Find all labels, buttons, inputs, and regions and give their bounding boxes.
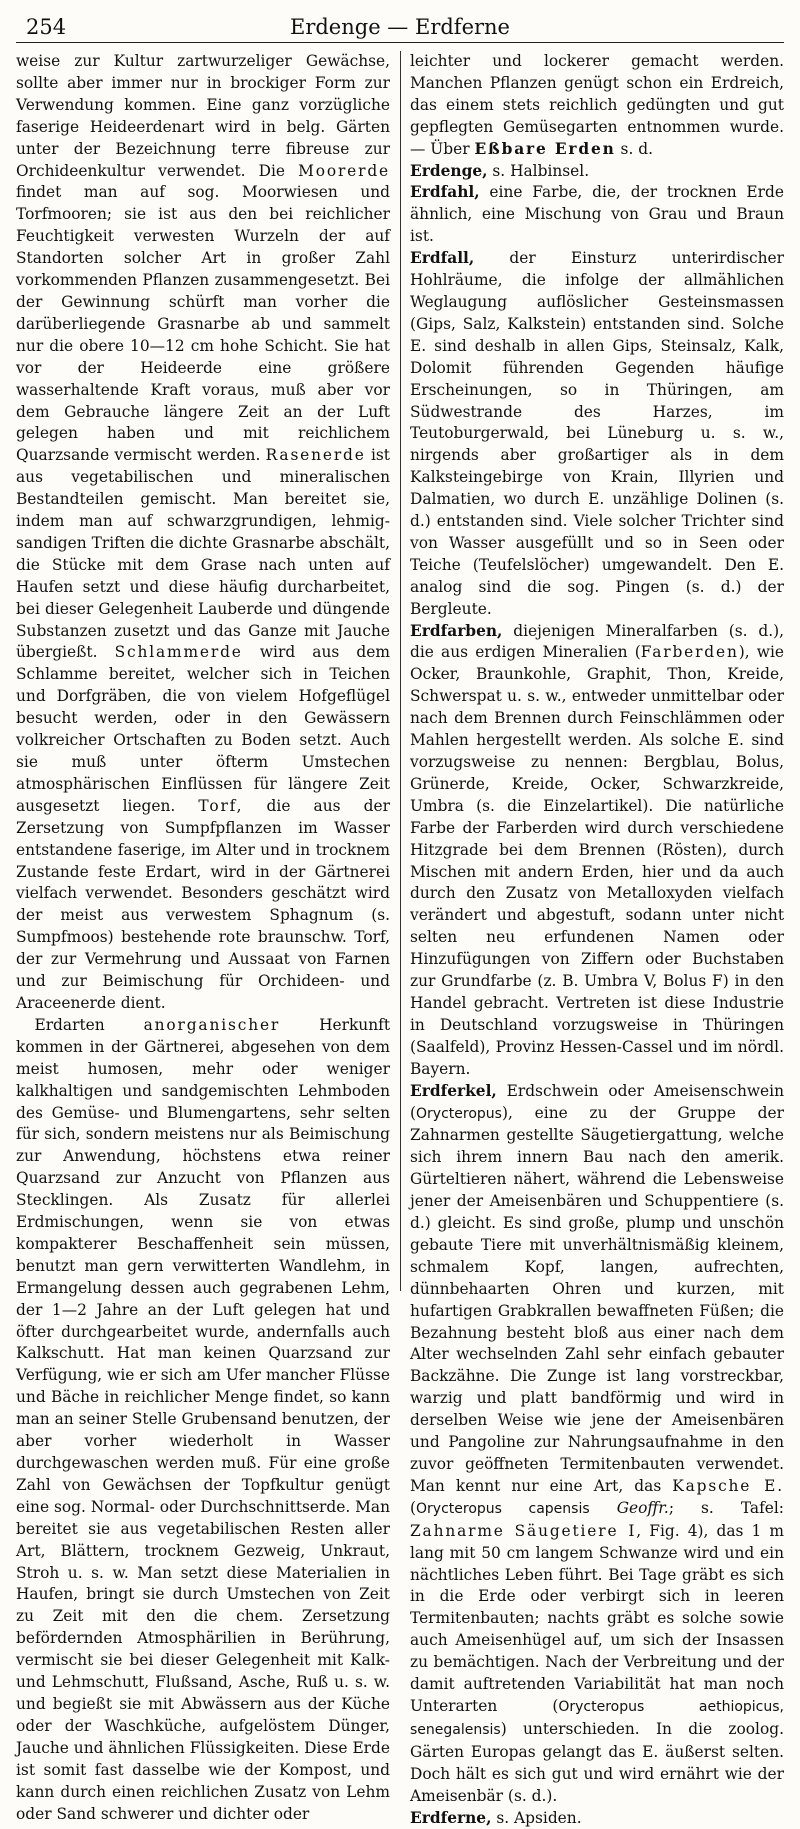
term-torf: Torf, (198, 797, 243, 815)
paragraph-continuation: leichter und lockerer gemacht werden. Manchen Pflanzen genügt schon ein Erdreich, das einem stets reichlich gedüngten und gut gepflegten Gemüsegarten entnommen wurde. — Über Eßbare Erden s. d. (410, 51, 784, 161)
entry-erdfall: Erdfall, der Einsturz unterirdischer Hohlräume, die infolge der allmählichen Weglaugung auflöslicher Gesteinsmassen (Gips, Salz, Kalkstein) entstanden sind. Solche E. sind deshalb in allen Gips, Steinsalz, Kalk, Dolomit führenden Gegenden häufige Erscheinungen, so in Thüringen, am Südwestrande des Harzes, im Teutoburgerwald, bei Lüneburg u. s. w., nirgends aber großartiger als in dem Kalksteingebirge von Krain, Illyrien und Dalmatien, wo durch E. unzählige Dolinen (s. d.) entstanden sind. Viele solcher Trichter sind von Wasser ausgefüllt und so in Seen oder Teiche (Teufelslöcher) umgewandelt. Den E. analog sind die sog. Pingen (s. d.) der Bergleute. (410, 248, 784, 620)
headword-erdferne: Erdferne, (410, 1809, 491, 1827)
paragraph-organic-earths: weise zur Kultur zartwurzeliger Gewächse, sollte aber immer nur in brockiger Form zur Verwendung kommen. Eine ganz vorzügliche faserige Heideerdenart wird in belg. Gärten unter der Bezeichnung terre fibreuse zur Orchideenkultur verwendet. Die Moorerde findet man auf sog. Moorwiesen und Torfmooren; sie ist aus den bei reichlicher Feuchtigkeit verwesten Wurzeln der auf Standorten solcher Art in großer Zahl vorkommenden Pflanzen zusammengesetzt. Bei der Gewinnung schürft man vorher die darüberliegende Grasnarbe ab und sammelt nur die obere 10—12 cm hohe Schicht. Sie hat vor der Heideerde eine größere wasserhaltende Kraft voraus, muß aber vor dem Gebrauche längere Zeit an der Luft gelegen haben und mit reichlichem Quarzsande vermischt werden. Rasenerde ist aus vegetabilischen und mineralischen Bestandteilen gemischt. Man bereitet sie, indem man auf schwarzgrundigen, lehmig-sandigen Triften die dichte Grasnarbe abschält, die Stücke mit dem Grase nach unten auf Haufen setzt und diese häufig durcharbeitet, bei dieser Gelegenheit Lauberde und düngende Substanzen zusetzt und das Ganze mit Jauche übergießt. Schlammerde wird aus dem Schlamme bereitet, welcher sich in Teichen und Dorfgräben, die von vielem Hofgeflügel besucht werden, oder in den Gewässern volkreicher Ortschaften zu Boden setzt. Auch sie muß unter öfterm Umstechen atmosphärischen Einflüssen für längere Zeit ausgesetzt liegen. Torf, die aus der Zersetzung von Sumpfpflanzen im Wasser entstandene faserige, im Alter und in trocknem Zustande feste Erdart, wird in der Gärtnerei vielfach verwendet. Besonders geschätzt wird der meist aus verwestem Sphagnum (s. Sumpfmoos) bestehende rote braunschw. Torf, der zur Vermehrung und Aussaat von Farnen und zur Beimischung für Orchideen- und Araceenerde dient. (16, 51, 390, 1015)
term-orycteropus: Orycteropus (416, 1106, 502, 1122)
term-author: Geoffr. (617, 1499, 669, 1517)
entry-erdfarben: Erdfarben, diejenigen Mineralfarben (s. d.), die aus erdigen Mineralien (Farberden), wie Ocker, Braunkohle, Graphit, Thon, Kreide, Schwerspat u. s. w., entweder unmittelbar oder nach dem Brennen durch Feinschlämmen oder Mahlen hergestellt werden. Als solche E. sind vorzugsweise zu nennen: Bergblau, Bolus, Grünerde, Kreide, Ocker, Schwarzkreide, Umbra (s. die Einzelartikel). Die natürliche Farbe der Farberden wird durch verschiedene Hitzgrade bei dem Brennen (Rösten), durch Mischen mit andern Erden, hier und da auch durch den Zusatz von Metalloxyden vielfach verändert und abgestuft, sodann unter nicht selten neu erfundenen Namen oder Hinzufügungen von Ziffern oder Buchstaben zur Grundfarbe (z. B. Umbra V, Bolus F) in den Handel gebracht. Vertreten ist diese Industrie in Deutschland vorzugsweise in Thüringen (Saalfeld), Provinz Hessen-Cassel und im nördl. Bayern. (410, 621, 784, 1081)
running-head (16, 12, 784, 43)
column-divider (400, 51, 401, 1291)
right-column (410, 51, 784, 1829)
entry-erdferne: Erdferne, s. Apsiden. (410, 1808, 784, 1829)
term-unterarten: Orycteropus aethiopicus, senegalensis (410, 1699, 784, 1738)
columns (16, 51, 784, 1829)
term-tafel: Zahnarme Säugetiere I (410, 1522, 636, 1540)
running-title: Erdenge — Erdferne (16, 12, 784, 42)
term-schlammerde: Schlammerde (115, 643, 243, 661)
entry-erdenge: Erdenge, s. Halbinsel. (410, 161, 784, 183)
term-farberden: Farberden (641, 643, 739, 661)
page-number: 254 (26, 12, 66, 42)
term-anorganisch: anorganischer (144, 1016, 281, 1034)
term-essbare-erden: Eßbare Erden (474, 140, 615, 158)
headword-erdferkel: Erdferkel, (410, 1082, 497, 1100)
headword-erdenge: Erdenge, (410, 162, 488, 180)
headword-erdfall: Erdfall, (410, 249, 474, 267)
paragraph-inorganic-earths: Erdarten anorganischer Herkunft kommen in der Gärtnerei, abgesehen von dem meist humosen, mehr oder weniger kalkhaltigen und sandgemischten Lehmboden des Gemüse- und Blumengartens, sehr selten für sich, sondern meistens nur als Beimischung zur Anwendung, höchstens etwa reiner Quarzsand zur Anzucht von Pflanzen aus Stecklingen. Als Zusatz für allerlei Erdmischungen, wenn sie von etwas kompakterer Beschaffenheit sein müssen, benutzt man gern verwitterten Wandlehm, in Ermangelung dessen auch gegrabenen Lehm, der 1—2 Jahre an der Luft gelegen hat und öfter durchgearbeitet wurde, andernfalls auch Kalkschutt. Hat man keinen Quarzsand zur Verfügung, wie er sich am Ufer mancher Flüsse und Bäche in reichlicher Menge findet, so kann man an seiner Stelle Grubensand benutzen, der aber vorher wiederholt in Wasser durchgewaschen werden muß. Für eine große Zahl von Gewächsen der Topfkultur genügt eine sog. Normal- oder Durchschnittserde. Man bereitet sie aus vegetabilischen Resten aller Art, Blättern, trocknem Gezweig, Unkraut, Stroh u. s. w. Man setzt diese Materialien in Haufen, bringt sie durch Umstechen von Zeit zu Zeit mit den die chem. Zersetzung befördernden Atmosphärilien in Berührung, vermischt sie bei dieser Gelegenheit mit Kalk- und Lehmschutt, Flußsand, Asche, Ruß u. s. w. und begießt sie mit Abwässern aus der Küche oder der Waschküche, aufgelöstem Dünger, Jauche und ähnlichen Flüssigkeiten. Diese Erde ist somit fast dasselbe wie der Kompost, und kann durch einen reichlichen Zusatz von Lehm oder Sand schwerer und dichter oder (16, 1015, 390, 1826)
term-kapsche: Kapsche E. (672, 1477, 784, 1495)
entry-erdferkel: Erdferkel, Erdschwein oder Ameisenschwein (Orycteropus), eine zu der Gruppe der Zahnarmen gestellte Säugetiergattung, welche sich ihrem innern Bau nach den amerik. Gürteltieren nähert, während die Lebensweise jener der Ameisenbären und Schuppentiere (s. d.) gleicht. Es sind große, plump und unschön gebaute Tiere mit unverhältnismäßig kleinem, schmalem Kopf, langen, aufrechten, dünnbehaarten Ohren und kurzen, mit hufartigen Grabkrallen bewaffneten Füßen; die Bezahnung besteht bloß aus einer nach dem Alter wechselnden Zahl sehr einfach gebauter Backzähne. Die Zunge ist lang vorstreckbar, warzig und platt bandförmig und wird in derselben Weise wie jene der Ameisenbären und Pangoline zur Nahrungsaufnahme in den zuvor geöffneten Termitenbauten verwendet. Man kennt nur eine Art, das Kapsche E. (Orycteropus capensis Geoffr.; s. Tafel: Zahnarme Säugetiere I, Fig. 4), das 1 m lang mit 50 cm langem Schwanze wird und ein nächtliches Leben führt. Bei Tage gräbt es sich in die Erde oder verbirgt sich in leeren Termitenbauten; nachts gräbt es solche sowie auch Ameisenhügel auf, um sich der Insassen zu bemächtigen. Nach der Verbreitung und der damit auftretenden Variabilität hat man noch Unterarten (Orycteropus aethiopicus, senegalensis) unterschieden. In die zoolog. Gärten Europas gelangt das E. äußerst selten. Doch hält es sich gut und wird ernährt wie der Ameisenbär (s. d.). (410, 1081, 784, 1808)
term-moorerde: Moorerde (298, 162, 390, 180)
term-rasenerde: Rasenerde (266, 446, 366, 464)
headword-erdfahl: Erdfahl, (410, 183, 480, 201)
entry-erdfahl: Erdfahl, eine Farbe, die, der trocknen Erde ähnlich, eine Mischung von Grau und Braun ist. (410, 182, 784, 248)
term-orycteropus-capensis: Orycteropus capensis (416, 1501, 590, 1517)
headword-erdfarben: Erdfarben, (410, 622, 502, 640)
left-column (16, 51, 390, 1829)
